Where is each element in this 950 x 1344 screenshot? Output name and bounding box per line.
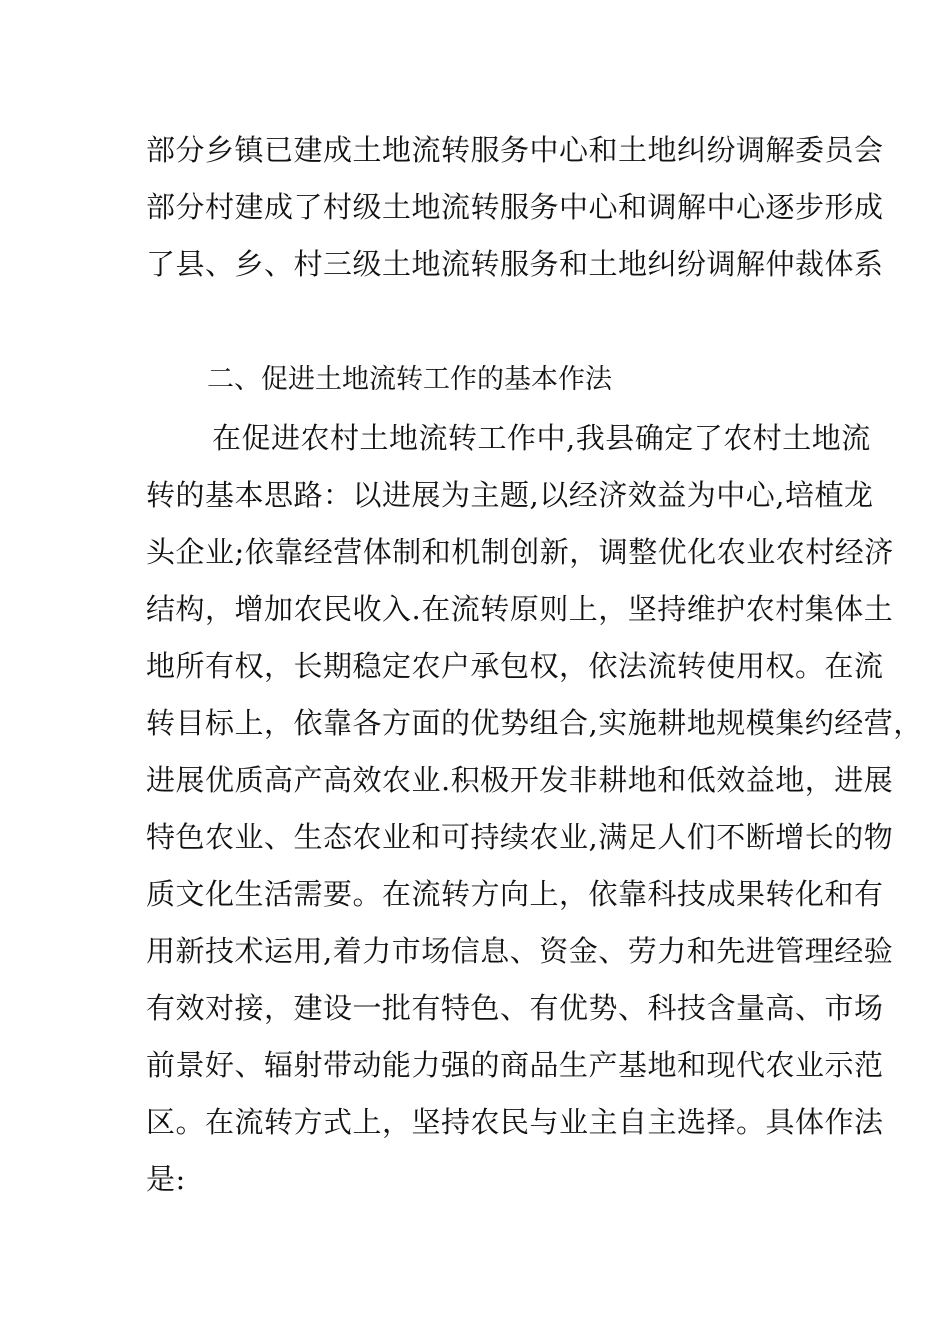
body-line-9: 质文化生活需要。在流转方向上，依靠科技成果转化和有 — [146, 877, 884, 911]
body-line-8: 特色农业、生态农业和可持续农业,满足人们不断增长的物 — [146, 820, 894, 854]
intro-line-2: 部分村建成了村级土地流转服务中心和调解中心逐步形成 — [146, 190, 884, 224]
body-line-7: 进展优质高产高效农业.积极开发非耕地和低效益地，进展 — [146, 763, 894, 797]
body-line-11: 有效对接，建设一批有特色、有优势、科技含量高、市场 — [146, 991, 884, 1025]
body-line-3: 头企业;依靠经营体制和机制创新，调整优化农业农村经济 — [146, 535, 894, 569]
body-line-14: 是: — [146, 1162, 186, 1196]
intro-line-3: 了县、乡、村三级土地流转服务和土地纠纷调解仲裁体系 — [146, 247, 884, 281]
body-line-12: 前景好、辐射带动能力强的商品生产基地和现代农业示范 — [146, 1048, 884, 1082]
body-line-13: 区。在流转方式上，坚持农民与业主自主选择。具体作法 — [146, 1105, 884, 1139]
body-line-2: 转的基本思路：以进展为主题,以经济效益为中心,培植龙 — [146, 478, 874, 512]
body-line-5: 地所有权，长期稳定农户承包权，依法流转使用权。在流 — [146, 649, 884, 683]
body-line-6: 转目标上，依靠各方面的优势组合,实施耕地规模集约经营， — [146, 706, 923, 740]
body-line-10: 用新技术运用,着力市场信息、资金、劳力和先进管理经验 — [146, 934, 894, 968]
body-line-4: 结构，增加农民收入.在流转原则上，坚持维护农村集体土 — [146, 592, 894, 626]
intro-line-1: 部分乡镇已建成土地流转服务中心和土地纠纷调解委员会 — [146, 133, 884, 167]
body-line-1: 在促进农村土地流转工作中,我县确定了农村土地流 — [212, 421, 871, 455]
section-heading: 二、促进土地流转工作的基本作法 — [207, 364, 612, 395]
